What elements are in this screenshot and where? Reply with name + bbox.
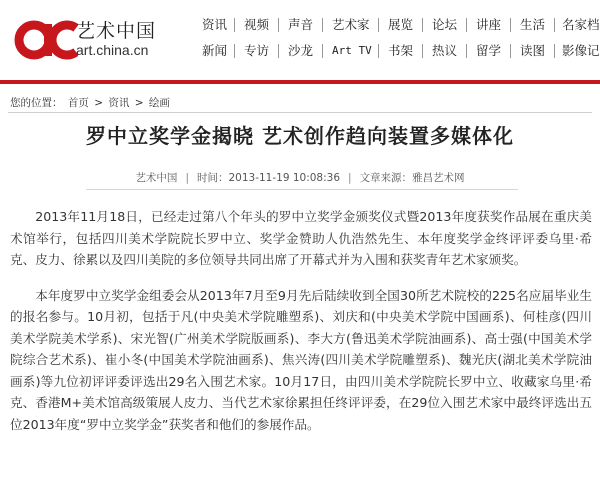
article-meta: [0, 170, 600, 185]
article-origin: 雅昌艺术网: [412, 172, 465, 184]
nav-item-lectures[interactable]: 讲座: [476, 17, 502, 32]
nav-item-headlines[interactable]: 新闻: [202, 43, 228, 58]
article-time-label: 时间：: [196, 172, 229, 184]
nav-item-audio[interactable]: 声音: [288, 17, 314, 32]
nav-row-secondary: [194, 40, 600, 62]
nav-divider: [278, 18, 279, 32]
nav-divider: [510, 44, 511, 58]
breadcrumb-news[interactable]: 资讯: [108, 97, 130, 109]
breadcrumb-separator: >: [134, 97, 144, 109]
nav-item-salon[interactable]: 沙龙: [288, 43, 314, 58]
nav-divider: [422, 18, 423, 32]
nav-item-image-records[interactable]: 影像记: [562, 43, 600, 58]
article-body: [10, 206, 592, 449]
breadcrumb-painting[interactable]: 绘画: [148, 97, 170, 109]
nav-item-forum[interactable]: 论坛: [432, 17, 458, 32]
meta-divider-line: [86, 189, 518, 190]
nav-divider: [510, 18, 511, 32]
nav-divider: [234, 18, 235, 32]
article-title: 罗中立奖学金揭晓 艺术创作趋向装置多媒体化: [86, 124, 514, 148]
site-header: [0, 0, 600, 76]
nav-item-life[interactable]: 生活: [520, 17, 546, 32]
nav-divider: [422, 44, 423, 58]
nav-divider: [322, 44, 323, 58]
article-time: 2013-11-19 10:08:36: [228, 172, 341, 184]
meta-divider: |: [348, 172, 352, 184]
nav-divider: [554, 18, 555, 32]
nav-divider: [378, 18, 379, 32]
breadcrumb: [10, 95, 172, 110]
nav-divider: [322, 18, 323, 32]
breadcrumb-home[interactable]: 首页: [67, 97, 89, 109]
nav-divider: [378, 44, 379, 58]
site-title: 艺术中国: [76, 20, 157, 42]
nav-item-interviews[interactable]: 专访: [244, 43, 270, 58]
nav-item-study-abroad[interactable]: 留学: [476, 43, 502, 58]
nav-item-masters[interactable]: 名家档: [562, 17, 600, 32]
nav-item-artists[interactable]: 艺术家: [332, 17, 370, 32]
nav-divider: [234, 44, 235, 58]
nav-divider: [466, 18, 467, 32]
nav-item-video[interactable]: 视频: [244, 17, 270, 32]
breadcrumb-divider: [8, 112, 592, 113]
breadcrumb-label: 您的位置：: [10, 97, 63, 109]
nav-divider: [278, 44, 279, 58]
nav-item-gallery[interactable]: 读图: [520, 43, 546, 58]
nav-item-hot-topics[interactable]: 热议: [432, 43, 458, 58]
article-origin-label: 文章来源：: [359, 172, 413, 184]
nav-divider: [466, 44, 467, 58]
ac-logo-icon: [14, 10, 78, 64]
article-paragraph: 本年度罗中立奖学金组委会从2013年7月至9月先后陆续收到全国30所艺术院校的225名应届毕业生的报名参与。10月初，包括于凡(中央美术学院雕塑系)、刘庆和(中央美术学院中国画系)、何桂彦(四川美术学院美术学系)、宋光智(广州美术学院版画系)、李大方(鲁迅美术学院油画系)、高士强(中国美术学院综合艺术系)、崔小冬(中国美术学院油画系)、焦兴涛(四川美术学院雕塑系)、魏光庆(湖北美术学院油画系)等九位初评评委评选出29名入围艺术家。10月17日，由四川美术学院院长罗中立、收藏家乌里·希克、香港M+美术馆高级策展人皮力、当代艺术家徐累担任终评评委，在29位入围艺术家中最终评选出五位2013年度“罗中立奖学金”获奖者和他们的参展作品。: [10, 287, 592, 432]
article-source: 艺术中国: [135, 172, 178, 184]
nav-item-exhibitions[interactable]: 展览: [388, 17, 414, 32]
meta-divider: |: [185, 172, 189, 184]
site-url: art.china.cn: [76, 42, 149, 58]
article-paragraph: 2013年11月18日，已经走过第八个年头的罗中立奖学金颁奖仪式暨2013年度获奖作品展在重庆美术馆举行，包括四川美术学院院长罗中立、奖学金赞助人仇浩然先生、本年度奖学金终评评委乌里·希克、皮力、徐累以及四川美院的多位领导共同出席了开幕式并为入围和获奖青年艺术家颁奖。: [10, 209, 592, 267]
nav-divider: [554, 44, 555, 58]
nav-item-news[interactable]: 资讯: [202, 17, 228, 32]
nav-item-bookshelf[interactable]: 书架: [388, 43, 414, 58]
header-divider: [0, 80, 600, 84]
breadcrumb-separator: >: [94, 97, 103, 109]
nav-row-primary: [194, 14, 600, 36]
site-logo[interactable]: [14, 10, 164, 66]
nav-item-art-tv[interactable]: Art TV: [332, 44, 372, 57]
